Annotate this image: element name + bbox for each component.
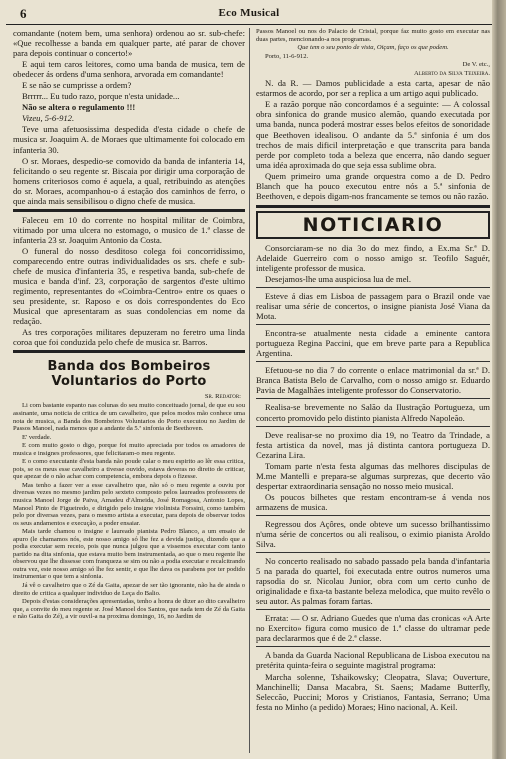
letter-paragraph: Mais tarde chamou o insigne e laureado pianista Pedro Blanco, a um ensaio de apuro (le chamamos nós, este nosso amigo só lhe fez a devida justiça, dizendo que a podia executar sem receio, pois que nunca julgou que a vissemos executar com tanto partido na dita sinfonia, que estava muito bem instrumentada, ao que o meu regente lhe observou que lhe dissesse com franqueza se sim ou não a podia executar e recalcitrando outra vez, este nosso amigo só lhe fez sentir, e que lhe dava os parabens por ter podido instrumentar o que tem a sinfonia. [13, 528, 245, 581]
dateline: Vizeu, 5-6-912. [22, 113, 75, 124]
binding-edge [492, 0, 506, 759]
letter-paragraph: Mas tenho a fazer ver a esse cavalheiro que, não só o meu regente a ouviu por diversas vezes no mesmo jardim pelo sexteto composto pelos laureados professores de musica Manoel Jorge de Paiva, Amadeu d'Almeida, José Romagosa, Antonio Lopes, Manoel Pinto de Figueiredo, e dirigido pelo insigne violinista Forssini, como também pelo por diversas vezes, para o mesmo artista a executar, para depois de observar todos os seus andamentos e execução, a poder ensaiar. [13, 481, 245, 527]
farewell-paragraph: Teve uma afetuosissima despedida d'esta cidade o chefe de musica sr. Joaquim A. de Moraes que ultimamente foi colocado em infanteria 30. [13, 124, 245, 155]
article-title: Banda dos Bombeiros Voluntarios do Porto [47, 359, 211, 390]
letter-closing: Que tem o seu ponto de vista, Oiçam, faço os que podem. [297, 44, 449, 52]
letter-paragraph: E com muito gosto o digo, porque foi muito apreciada por todos os amadores de musica e insignes professores, que felicitaram-o meu regente. [13, 442, 245, 457]
signoff: De V. etc., [462, 61, 490, 69]
letter-paragraph: Depois d'estas considerações apresentadas, tenho a honra de dizer ao dito cavalheiro que, a convite do meu regente sr. José Manoel dos Santos, que nada tem de Zé da Gaita e não Gaita do Zé), a vir ouvil-a na proxima domingo, 16, no Jardim de [13, 598, 245, 621]
news-item: Encontra-se atualmente nesta cidade a eminente cantora portugueza Regina Paccini, que em breve parte para a Republica Argentina. [256, 328, 490, 359]
section-rule [13, 350, 245, 353]
news-item: Consorciaram-se no dia 3o do mez findo, a Ex.ma Sr.ª D. Adelaide Guerreiro com o nosso amigo sr. Teofilo Saguér, inteligente professor de musica. [256, 242, 490, 273]
column-divider [249, 28, 250, 753]
news-divider [256, 646, 490, 647]
left-column [13, 28, 245, 753]
news-divider [256, 398, 490, 399]
news-item: Desejamos-lhe uma auspiciosa lua de mel. [265, 273, 412, 284]
intro-paragraph: E se não se cumprisse a ordem? [22, 80, 132, 91]
editor-note: E a razão porque não concordamos é a seguinte: — A colossal obra sinfonica do grande musico alemão, quando executada por uma banda, nunca poderá mostrar esses belos efeitos de sonoridade que Beethoven idealisou. O andante da 5.ª sinfonia é um dos trechos de mais dificil interpretação e que transcrita para banda perde por completo toda a beleza que encerra, não dando seguer uma idéa aproximada do que seja essa sublime obra. [256, 99, 490, 170]
news-divider [256, 287, 490, 288]
letter-paragraph: Li com bastante espanto nas colunas do seu muito conceituado jornal, de que eu sou assinante, uma noticia de critica de um cavalheiro, que pelos modos mão conhece uma nota de musica, a Banda dos Bombeiros Voluntarios do Porto executou no Jardim de Passos Manoel, nada menos que a andante da 5.ª sinfonia de Beethoven. [13, 402, 245, 433]
news-divider [256, 609, 490, 610]
page-number: 6 [20, 6, 27, 21]
section-rule [13, 209, 245, 212]
intro-paragraph: comandante (notem bem, uma senhora) ordenou ao sr. sub-chefe: «Que recolhesse a banda em qualquer parte, até parar de chover para depois continuar o concerto!» [13, 28, 245, 59]
news-item: Tomam parte n'esta festa algumas das melhores discipulas de M.me Mantelli e prepara-se algumas surprezas, que decerto vão despertar extraordinaria sensação no nosso meio musical. [256, 460, 490, 491]
obituary-paragraph: As tres corporações militares depuzeram no feretro uma linda coroa que foi conduzida pelo chefe de musica sr. Barros. [13, 327, 245, 348]
news-item: Esteve á dias em Lisboa de passagem para o Brazil onde vae realisar uma série de concertos, o insigne pianista José Viana da Mota. [256, 291, 490, 322]
news-item: Regressou dos Açôres, onde obteve um sucesso brilhantissimo n'uma série de concertos ou ali realisou, o eximio pianista Aroldo Silva. [256, 518, 490, 550]
place-date: Porto, 11-6-912. [265, 52, 309, 60]
news-divider [256, 426, 490, 427]
news-divider [256, 552, 490, 553]
right-column [256, 28, 490, 753]
editor-note: N. da R. — Damos publicidade a esta carta, apesar de não estarmos de acordo, por ser a replica a um artigo aqui publicado. [256, 78, 490, 99]
intro-paragraph: Brrrrr... Eu tudo razo, porque n'esta unidade... [22, 91, 180, 102]
page-header [6, 4, 492, 25]
letter-paragraph: E' verdade. [22, 433, 52, 441]
editor-note: Quem primeiro uma grande orquestra como a de D. Pedro Blanch que ha pouco executou entre nós a 5.ª sinfonia de Beethoven, e depois digam-nos francamente se temos ou não razão. [256, 170, 490, 201]
section-rule [256, 205, 490, 208]
journal-title: Eco Musical [218, 7, 280, 19]
news-item: Errata: — O sr. Adriano Guedes que n'uma das cronicas «A Arte no Exercito» figura como musico de 1.ª classe do ultramar pede para declararmos que é de 2.ª classe. [256, 613, 490, 644]
news-divider [256, 324, 490, 325]
signature: Alberto da Silva Teixeira. [413, 69, 490, 77]
regulation-shout: Não se altera o regulamento !!! [22, 102, 136, 113]
news-item: Deve realisar-se no proximo dia 19, no Teatro da Trindade, a festa artistica da novel, mas já distinta cantora portugueza D. Cezarina Lira. [256, 429, 490, 460]
section-title: NOTICIARIO [256, 211, 490, 239]
news-item: A banda da Guarda Nacional Republicana de Lisboa executou na pretérita quinta-feira o seguinte magistral programa: [256, 650, 490, 671]
news-item: Os poucos bilhetes que restam encontram-se á venda nos armazens de musica. [256, 491, 490, 512]
intro-paragraph: E aqui tem caros leitores, como uma banda de musica, tem de obedecer ás ordens d'uma senhora, arvorada em comandante! [13, 59, 245, 80]
news-item: Efetuou-se no dia 7 do corrente o enlace matrimonial da sr.ª D. Branca Batista Belo de Carvalho, com o nosso amigo sr. Eduardo Pavia de Magalhães inteligente professor do Conservatorio. [256, 365, 490, 396]
obituary-paragraph: O funeral do nosso desditoso colega foi concorridissimo, comparecendo entre outras individualidades os srs. chefe e sub-chefe de musica d'infanteria 35, e respetiva banda, sub-chefe de musica e banda d'inf. 23, corporação de sargentos d'este ultimo regimento, representantes do «Coimbra-Centro» entre os quaes o seu presidente, sr. Raposo e os dois correspondentes do Eco Musical que apresentaram as suas condolencias em nome da redação. [13, 245, 245, 327]
obituary-paragraph: Faleceu em 10 do corrente no hospital militar de Coimbra, vitimado por uma ulcera no estomago, o musico de 1.ª classe de infanteria 23 sr. Joaquim Antonio da Costa. [13, 214, 245, 245]
news-item: Realisa-se brevemente no Salão da Ilustração Portugueza, um concerto promovido pelo distinto pianista Alfredo Napoleão. [256, 402, 490, 423]
news-item: Marcha solenne, Tshaikowsky; Cleopatra, Slava; Ouverture, Manchinelli; Dansa Macabra, St. Saens; Madame Butterfly, Seleccão, Puccini; Moros y Cristianos, Fantasia, Serrano; Uma festa no Minho (a pedido) Moraes; Hino nacional, A. Keil. [256, 671, 490, 712]
salutation: Sr. Redator: [204, 393, 241, 401]
news-item: No concerto realisado no sabado passado pela banda d'infantaria 5 na parada do quartel, foi executada entre outros numeros uma rapsodia do sr. Nicolau Junior, obra com um certo cunho de originalidade e fixa-ta bastante beleza melodica, que muito revêlo o seu autor. As palmas foram fartas. [256, 556, 490, 607]
letter-paragraph: Já vê o cavalheiro que o Zé da Gaita, apezar de ser tão ignorante, não ha de ainda o direito de critica a qualquer individuo de Leça do Balio. [13, 581, 245, 597]
letter-paragraph: E o como executante d'esta banda não poude calar o meu espirito ao lêr essa critica, pois, se os meus esse cavalheiro a tivesse ouvido, estava deveras no direito de criticar, que apezar de o não achar com competencia, embora depois o fizesse. [13, 458, 245, 481]
farewell-paragraph: O sr. Moraes, despedio-se comovido da banda de infanteria 14, felicitando o seu regente sr. Biscaia por dirigir uma corporação de homens criteriosos como é aquela, a qual, retribuindo as atenções do sr. Moraes, acompanhou-o á estação dos caminhos de ferro, o que ainda mais sensibilisou o digno chefe de musica. [13, 155, 245, 206]
news-divider [256, 361, 490, 362]
news-divider [256, 515, 490, 516]
letter-continuation: Passos Manoel ou nos do Palacio de Cristal, porque faz muito gosto em executar nas duas partes, mencionando-a nos programas. [256, 28, 490, 43]
